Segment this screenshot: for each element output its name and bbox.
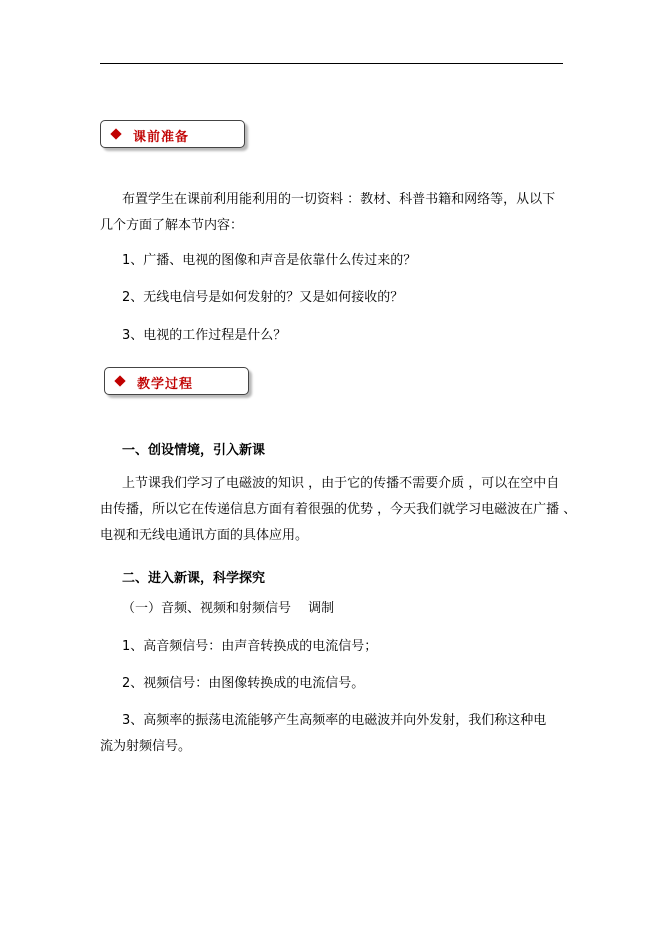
heading-new-lesson: 二、进入新课，科学探究: [122, 571, 266, 586]
prep-intro-line2: 几个方面了解本节内容：: [100, 218, 244, 233]
prep-intro-line1: 布置学生在课前利用能利用的一切资料 ：教材、科普书籍和网络等，从以下: [122, 192, 556, 207]
diamond-icon: [110, 128, 121, 139]
list-item: 1、高音频信号：由声音转换成的电流信号；: [122, 639, 378, 654]
paragraph-line: 上节课我们学习了电磁波的知识 ，由于它的传播不需要介质 ，可以在空中自: [122, 476, 560, 491]
diamond-icon: [114, 375, 125, 386]
section-tag-process: [104, 367, 249, 395]
paragraph-line: 电视和无线电通讯方面的具体应用。: [100, 528, 309, 543]
header-rule: [100, 63, 563, 64]
prep-question-2: 2、无线电信号是如何发射的？又是如何接收的？: [122, 290, 404, 305]
heading-intro-new-lesson: 一、创设情境，引入新课: [122, 443, 266, 458]
prep-question-1: 1、广播、电视的图像和声音是依靠什么传过来的？: [122, 253, 417, 268]
section-title: 课前准备: [133, 130, 190, 145]
section-title: 教学过程: [137, 377, 194, 392]
list-item-continuation: 流为射频信号。: [100, 739, 192, 754]
list-item: 2、视频信号：由图像转换成的电流信号。: [122, 676, 365, 691]
list-item: 3、高频率的振荡电流能够产生高频率的电磁波并向外发射，我们称这种电: [122, 713, 547, 728]
paragraph-line: 由传播，所以它在传递信息方面有着很强的优势 ，今天我们就学习电磁波在广播 、: [100, 502, 577, 517]
section-tag-prep: [100, 120, 245, 148]
prep-question-3: 3、电视的工作过程是什么？: [122, 328, 287, 343]
subheading-signals: （一）音频、视频和射频信号 调制: [122, 601, 335, 616]
